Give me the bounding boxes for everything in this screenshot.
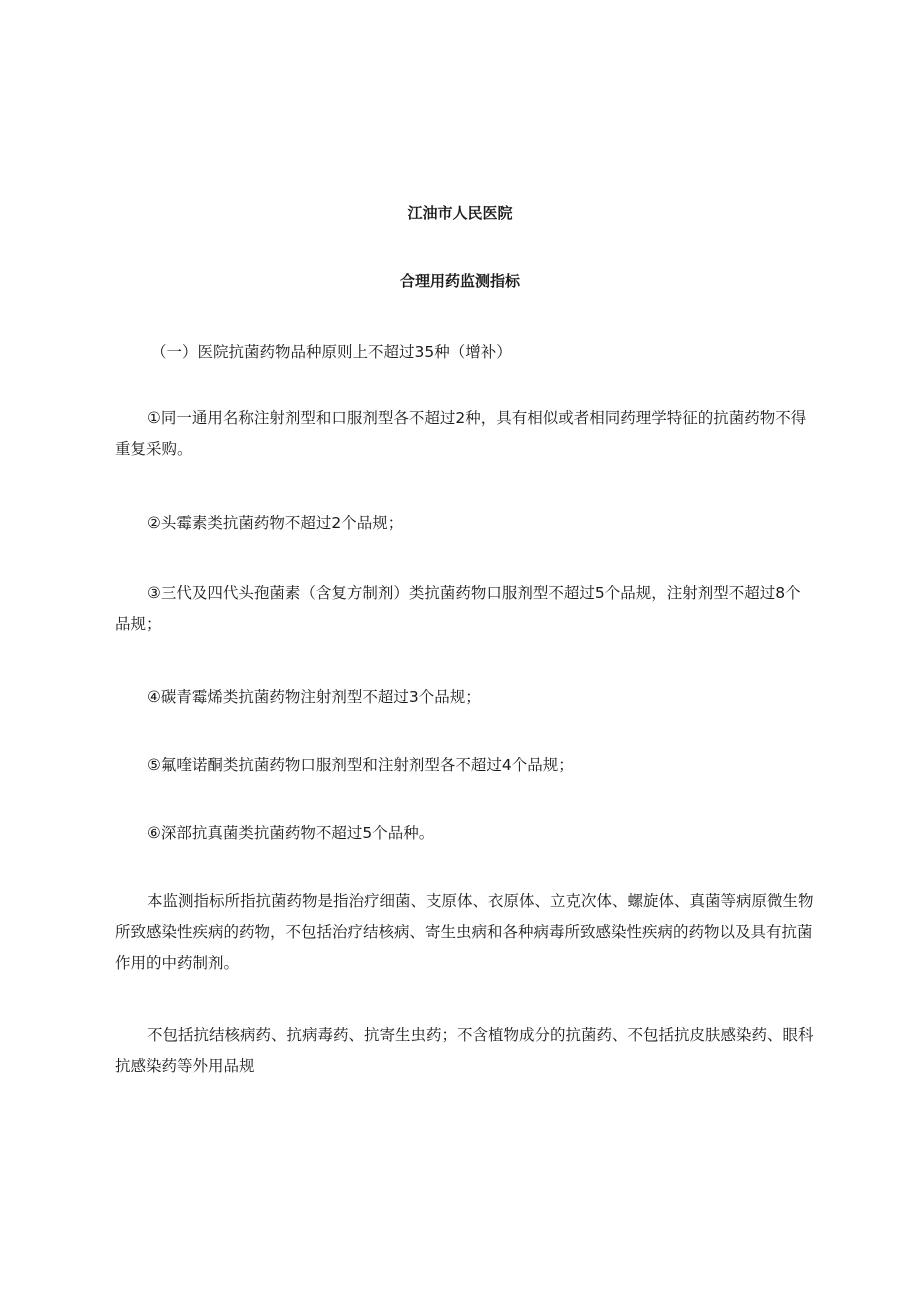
document-title: 合理用药监测指标 <box>399 272 520 290</box>
list-item-1: ①同一通用名称注射剂型和口服剂型各不超过2种，具有相似或者相同药理学特征的抗菌药物不得重复采购。 <box>115 409 807 458</box>
section-heading: （一）医院抗菌药物品种原则上不超过35种（增补） <box>151 343 512 361</box>
definition-paragraph: 本监测指标所指抗菌药物是指治疗细菌、支原体、衣原体、立克次体、螺旋体、真菌等病原微生物所致感染性疾病的药物，不包括治疗结核病、寄生虫病和各种病毒所致感染性疾病的药物以及具有抗菌作用的中药制剂。 <box>115 892 814 972</box>
list-item-3: ③三代及四代头孢菌素（含复方制剂）类抗菌药物口服剂型不超过5个品规，注射剂型不超过8个品规； <box>115 584 801 633</box>
list-item-5: ⑤氟喹诺酮类抗菌药物口服剂型和注射剂型各不超过4个品规； <box>147 756 574 774</box>
list-item-2: ②头霉素类抗菌药物不超过2个品规； <box>147 514 404 532</box>
exclusions-paragraph: 不包括抗结核病药、抗病毒药、抗寄生虫药；不含植物成分的抗菌药、不包括抗皮肤感染药、眼科抗感染药等外用品规 <box>115 1026 814 1075</box>
list-item-4: ④碳青霉烯类抗菌药物注射剂型不超过3个品规； <box>147 688 481 706</box>
hospital-name: 江油市人民医院 <box>407 204 513 222</box>
list-item-6: ⑥深部抗真菌类抗菌药物不超过5个品种。 <box>147 824 435 842</box>
